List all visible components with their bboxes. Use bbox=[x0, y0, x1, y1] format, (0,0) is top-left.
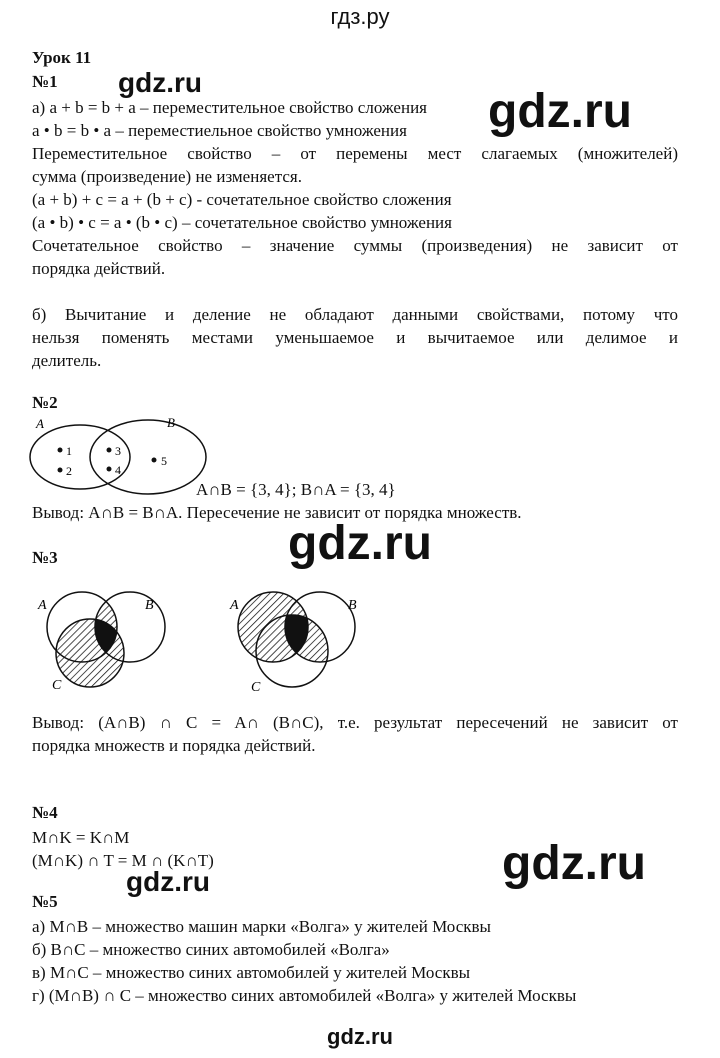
watermark: gdz.ru bbox=[288, 517, 432, 570]
task1-b-p1: б) Вычитание и деление не обладают данными свойствами, потому что bbox=[32, 305, 678, 324]
task1-b-p2: нельзя поменять местами уменьшаемое и вычитаемое или делимое и bbox=[32, 328, 678, 347]
task2-formula: A∩B = {3, 4}; B∩A = {3, 4} bbox=[196, 480, 396, 499]
watermark: gdz.ru bbox=[126, 866, 210, 897]
label-a: A bbox=[38, 598, 47, 613]
lesson-title: Урок 11 bbox=[32, 48, 92, 67]
task5-line-b: б) B∩C – множество синих автомобилей «Волга» bbox=[32, 940, 390, 959]
task5-heading: №5 bbox=[32, 892, 58, 911]
watermark: gdz.ru bbox=[502, 837, 646, 890]
element-3: 3 bbox=[115, 444, 121, 458]
task2-heading: №2 bbox=[32, 393, 58, 412]
venn-right bbox=[229, 592, 357, 695]
label-c: C bbox=[251, 680, 261, 695]
task1-comm-p1: Переместительное свойство – от перемены мест слагаемых (множителей) bbox=[32, 144, 678, 163]
task1-assoc-p2: порядка действий. bbox=[32, 259, 166, 278]
task4-line2: (M∩K) ∩ T = M ∩ (K∩T) bbox=[32, 851, 214, 870]
task3-conclusion-p1: Вывод: (A∩B) ∩ C = A∩ (B∩C), т.е. результат пересечений не зависит от bbox=[32, 713, 678, 732]
task4-heading: №4 bbox=[32, 803, 58, 822]
label-b: B bbox=[145, 598, 154, 613]
venn-diagrams-task3 bbox=[30, 585, 370, 697]
task1-line-a2: a • b = b • a – переместиельное свойство умножения bbox=[32, 121, 407, 140]
label-c: C bbox=[52, 678, 62, 693]
task5-line-c: в) M∩C – множество синих автомобилей у жителей Москвы bbox=[32, 963, 471, 982]
watermark: gdz.ru bbox=[488, 85, 632, 138]
task1-line-a4: (a • b) • c = a • (b • c) – сочетательное свойство умножения bbox=[32, 213, 452, 232]
label-a: A bbox=[230, 598, 239, 613]
watermark: gdz.ru bbox=[118, 67, 202, 98]
task1-b-p3: делитель. bbox=[32, 351, 102, 370]
label-b: B bbox=[348, 598, 357, 613]
site-footer: gdz.ru bbox=[327, 1024, 393, 1049]
element-1: 1 bbox=[66, 444, 72, 458]
site-header: гдз.ру bbox=[330, 4, 390, 29]
venn-diagram-task2 bbox=[28, 412, 208, 502]
task1-line-a3: (a + b) + c = a + (b + c) - сочетательное свойство сложения bbox=[32, 190, 452, 209]
task1-comm-p2: сумма (произведение) не изменяется. bbox=[32, 167, 302, 186]
element-5: 5 bbox=[161, 454, 167, 468]
task1-line-a1: а) a + b = b + a – переместительное свойство сложения bbox=[32, 98, 427, 117]
task5-line-a: а) M∩B – множество машин марки «Волга» у жителей Москвы bbox=[32, 917, 491, 936]
task4-line1: M∩K = K∩M bbox=[32, 828, 130, 847]
task1-heading: №1 bbox=[32, 72, 58, 91]
venn-left bbox=[37, 592, 165, 693]
task1-assoc-p1: Сочетательное свойство – значение суммы (произведения) не зависит от bbox=[32, 236, 678, 255]
set-b-label: B bbox=[167, 415, 175, 430]
element-2: 2 bbox=[66, 464, 72, 478]
task3-conclusion-p2: порядка множеств и порядка действий. bbox=[32, 736, 316, 755]
element-4: 4 bbox=[115, 463, 121, 477]
set-a-label: A bbox=[36, 416, 44, 431]
task2-conclusion: Вывод: A∩B = B∩A. Пересечение не зависит от порядка множеств. bbox=[32, 503, 522, 522]
task3-heading: №3 bbox=[32, 548, 58, 567]
task5-line-d: г) (M∩B) ∩ C – множество синих автомобилей «Волга» у жителей Москвы bbox=[32, 986, 577, 1005]
